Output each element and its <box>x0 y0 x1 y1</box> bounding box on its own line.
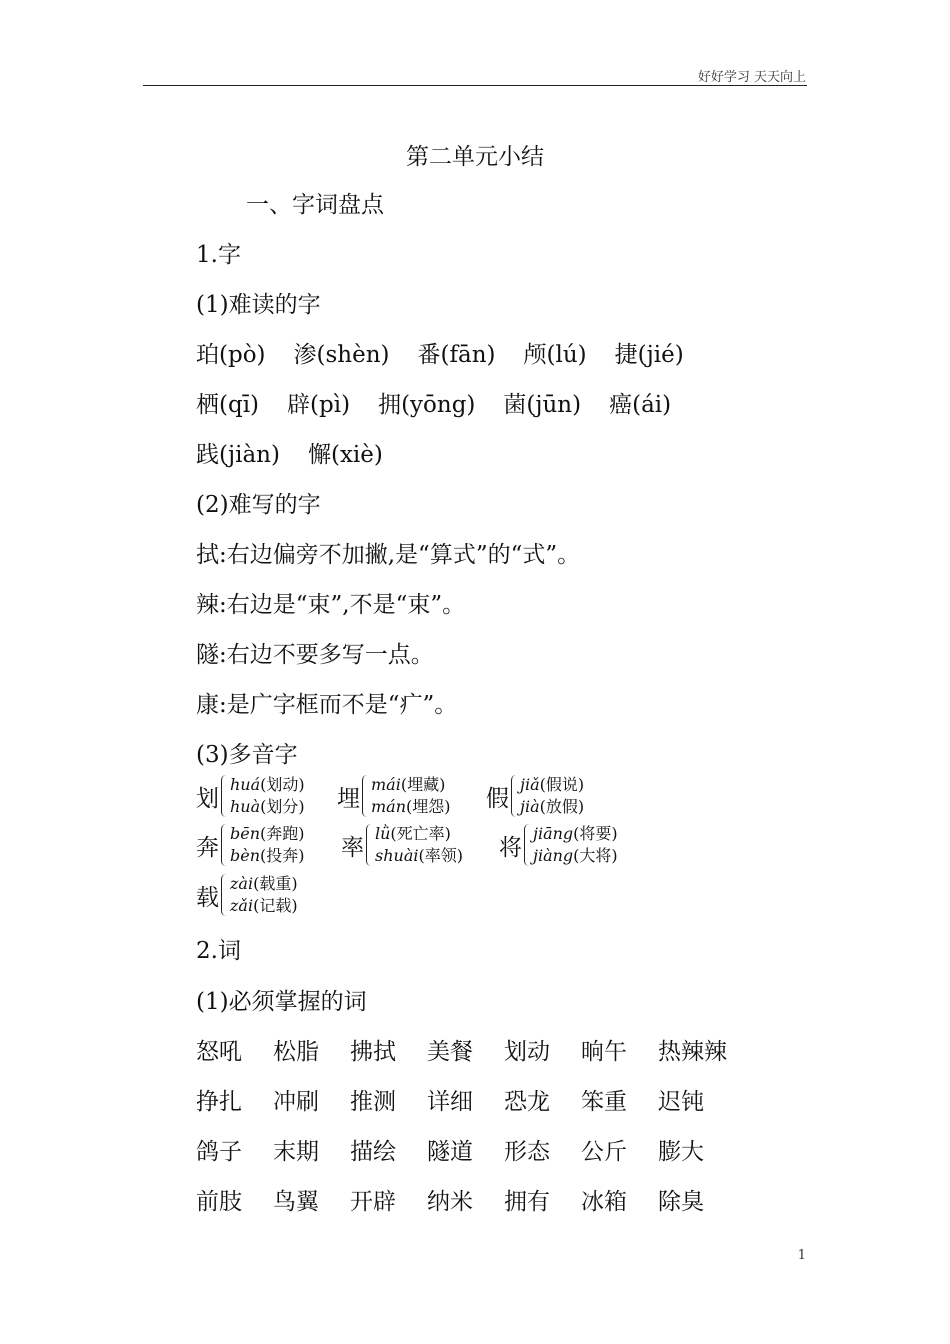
example-word: (埋怨) <box>406 797 451 816</box>
word-item: 隧道 <box>427 1139 473 1165</box>
subheading-polyphones: (3)多音字 <box>196 742 298 768</box>
polyphone-char: 埋 <box>337 785 360 812</box>
pinyin: mái <box>371 775 401 794</box>
word-item: 鸟翼 <box>273 1189 319 1215</box>
example-word: (划分) <box>260 797 305 816</box>
example-word: (载重) <box>253 874 298 893</box>
word-item: 挣扎 <box>196 1089 242 1115</box>
polyphone-group <box>196 823 305 867</box>
word-item: 划动 <box>504 1039 550 1065</box>
word-item: 除臭 <box>658 1189 704 1215</box>
reading-item: 辟(pì) <box>287 392 351 418</box>
pinyin: jià <box>520 797 540 816</box>
word-item: 怒吼 <box>196 1039 242 1065</box>
reading-row-2 <box>196 386 671 419</box>
reading-row-1 <box>196 336 684 369</box>
pinyin: bēn <box>230 824 261 843</box>
brace-icon <box>221 775 227 817</box>
pinyin: jiàng <box>533 846 574 865</box>
word-item: 晌午 <box>581 1039 627 1065</box>
part-heading-characters: 1.字 <box>196 242 241 268</box>
polyphone-group <box>499 823 618 867</box>
example-word: (假说) <box>539 775 585 794</box>
example-word: (埋藏) <box>400 775 446 794</box>
word-row-4 <box>196 1183 735 1216</box>
reading-item: 捷(jié) <box>614 342 684 368</box>
example-word: (记载) <box>253 896 298 915</box>
page-title: 第二单元小结 <box>406 144 544 170</box>
reading-item: 番(fān) <box>417 342 496 368</box>
subheading-must-master: (1)必须掌握的词 <box>196 989 367 1015</box>
pinyin: lǜ <box>375 824 391 843</box>
example-word: (死亡率) <box>390 824 451 843</box>
word-row-1 <box>196 1033 735 1066</box>
word-item: 形态 <box>504 1139 550 1165</box>
word-item: 前肢 <box>196 1189 242 1215</box>
polyphone-char: 奔 <box>196 834 219 861</box>
example-word: (投奔) <box>260 846 305 865</box>
word-item: 热辣辣 <box>658 1039 727 1065</box>
example-word: (划动) <box>260 775 305 794</box>
hard-char-note: 隧:右边不要多写一点。 <box>196 642 434 668</box>
word-item: 推测 <box>350 1089 396 1115</box>
word-item: 纳米 <box>427 1189 473 1215</box>
brace-icon <box>221 874 227 916</box>
pinyin: huà <box>230 797 261 816</box>
reading-item: 颅(lú) <box>523 342 587 368</box>
polyphone-group <box>341 823 463 867</box>
section-heading-words: 一、字词盘点 <box>246 192 384 218</box>
word-row-3 <box>196 1133 735 1166</box>
header-motto: 好好学习 天天向上 <box>697 70 806 85</box>
word-item: 拂拭 <box>350 1039 396 1065</box>
reading-row-3 <box>196 436 383 469</box>
example-word: (将要) <box>573 824 618 843</box>
hard-char-note: 拭:右边偏旁不加撇,是“算式”的“式”。 <box>196 542 581 568</box>
polyphone-char: 假 <box>486 785 509 812</box>
polyphone-char: 划 <box>196 785 219 812</box>
brace-icon <box>524 824 530 866</box>
reading-item: 栖(qī) <box>196 392 260 418</box>
word-item: 公斤 <box>581 1139 627 1165</box>
word-item: 恐龙 <box>504 1089 550 1115</box>
polyphone-char: 载 <box>196 884 219 911</box>
polyphone-char: 将 <box>499 834 522 861</box>
header-rule <box>143 85 807 86</box>
pinyin: huá <box>230 775 261 794</box>
polyphone-group <box>196 873 298 917</box>
word-item: 冲刷 <box>273 1089 319 1115</box>
pinyin: zǎi <box>230 896 254 915</box>
word-item: 拥有 <box>504 1189 550 1215</box>
word-row-2 <box>196 1083 735 1116</box>
word-item: 美餐 <box>427 1039 473 1065</box>
hard-char-note: 辣:右边是“束”,不是“束”。 <box>196 592 466 618</box>
pinyin: zài <box>230 874 254 893</box>
reading-item: 渗(shèn) <box>293 342 390 368</box>
pinyin: shuài <box>375 846 419 865</box>
word-item: 松脂 <box>273 1039 319 1065</box>
subheading-hard-to-write: (2)难写的字 <box>196 492 321 518</box>
reading-item: 菌(jūn) <box>503 392 582 418</box>
reading-item: 践(jiàn) <box>196 442 280 468</box>
polyphone-group <box>196 774 305 818</box>
subheading-hard-to-read: (1)难读的字 <box>196 292 321 318</box>
example-word: (率领) <box>418 846 463 865</box>
pinyin: bèn <box>230 846 261 865</box>
example-word: (放假) <box>539 797 585 816</box>
reading-item: 懈(xiè) <box>307 442 383 468</box>
word-item: 开辟 <box>350 1189 396 1215</box>
hard-char-note: 康:是广字框而不是“疒”。 <box>196 692 458 718</box>
brace-icon <box>362 775 368 817</box>
word-item: 末期 <box>273 1139 319 1165</box>
word-item: 冰箱 <box>581 1189 627 1215</box>
polyphone-group <box>486 774 584 818</box>
pinyin: jiāng <box>533 824 574 843</box>
brace-icon <box>366 824 372 866</box>
word-item: 膨大 <box>658 1139 704 1165</box>
example-word: (奔跑) <box>260 824 305 843</box>
word-item: 笨重 <box>581 1089 627 1115</box>
brace-icon <box>511 775 517 817</box>
page-number: 1 <box>797 1248 806 1263</box>
polyphone-char: 率 <box>341 834 364 861</box>
reading-item: 拥(yōng) <box>378 392 476 418</box>
word-item: 鸽子 <box>196 1139 242 1165</box>
word-item: 迟钝 <box>658 1089 704 1115</box>
part-heading-words: 2.词 <box>196 938 241 964</box>
word-item: 详细 <box>427 1089 473 1115</box>
word-item: 描绘 <box>350 1139 396 1165</box>
brace-icon <box>221 824 227 866</box>
example-word: (大将) <box>573 846 618 865</box>
polyphone-group <box>337 774 451 818</box>
pinyin: mán <box>371 797 407 816</box>
reading-item: 珀(pò) <box>196 342 266 368</box>
pinyin: jiǎ <box>520 775 540 794</box>
reading-item: 癌(ái) <box>609 392 672 418</box>
